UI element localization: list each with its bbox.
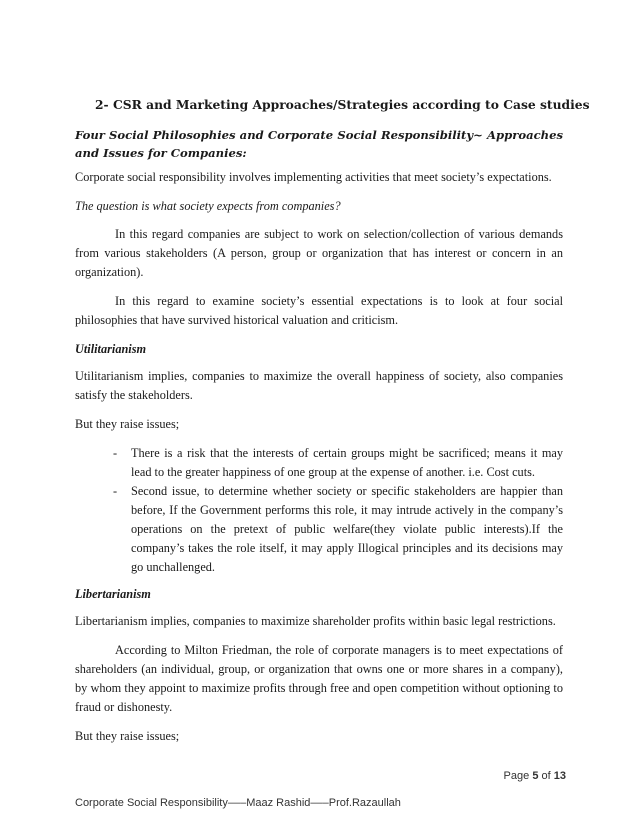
- page-current: 5: [532, 770, 539, 782]
- section-heading: 2- CSR and Marketing Approaches/Strategies according to Case studies: [95, 97, 590, 112]
- utilitarianism-issues-intro: But they raise issues;: [75, 417, 180, 431]
- section-subheading: Four Social Philosophies and Corporate Social Responsibility~ Approaches and Issues for Companies:: [75, 128, 563, 160]
- list-item: [75, 444, 563, 482]
- libertarianism-title: Libertarianism: [75, 587, 151, 601]
- paragraph-csr-definition: Corporate social responsibility involves implementing activities that meet society’s expectations.: [75, 170, 552, 184]
- paragraph-question: The question is what society expects from companies?: [75, 199, 341, 213]
- libertarianism-friedman: According to Milton Friedman, the role of corporate managers is to meet expectations of shareholders (an individual, group, or organization that owns one or more shares in a company), by whom they appoint to maximize profits through free and open competition without optioning to fraud or dishonesty.: [75, 643, 563, 714]
- list-item-text: There is a risk that the interests of certain groups might be sacrificed; means it may lead to the greater happiness of one group at the expense of another. i.e. Cost cuts.: [131, 446, 563, 479]
- page-of-label: of: [541, 770, 551, 782]
- page-number: [504, 770, 566, 782]
- libertarianism-issues-intro: But they raise issues;: [75, 729, 180, 743]
- footer-credits: Corporate Social Responsibility–––Maaz Rashid–––Prof.Razaullah: [75, 797, 401, 809]
- list-item: [75, 482, 563, 577]
- dash-bullet: -: [113, 484, 118, 498]
- page-label: Page: [503, 770, 530, 782]
- list-item-text: Second issue, to determine whether society or specific stakeholders are happier than before, If the Government performs this role, it may intrude actively in the company’s operations on the pretext of public welfare(they violate public interests).If the company’s takes the role itself, it may apply Illogical principles and its decisions may go unchallenged.: [131, 484, 563, 574]
- libertarianism-body: Libertarianism implies, companies to maximize shareholder profits within basic legal restrictions.: [75, 614, 556, 628]
- utilitarianism-title: Utilitarianism: [75, 342, 147, 356]
- page-content: [75, 96, 590, 756]
- utilitarianism-body: Utilitarianism implies, companies to maximize the overall happiness of society, also companies satisfy the stakeholders.: [75, 369, 563, 402]
- page-total: 13: [553, 770, 566, 782]
- paragraph-stakeholders: In this regard companies are subject to work on selection/collection of various demands from various stakeholders (A person, group or organization that has interest or concern in an organization).: [75, 227, 563, 279]
- utilitarianism-issues-list: [75, 444, 563, 577]
- dash-bullet: -: [113, 446, 118, 460]
- paragraph-philosophies: In this regard to examine society’s essential expectations is to look at four social philosophies that have survived historical valuation and criticism.: [75, 294, 563, 327]
